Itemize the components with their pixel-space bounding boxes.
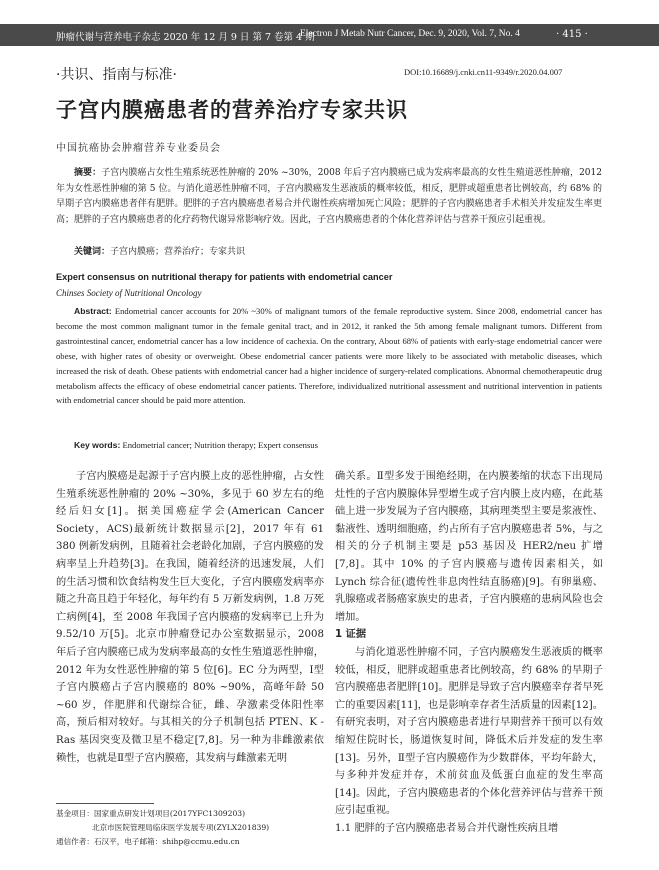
english-author: Chinses Society of Nutritional Oncology bbox=[56, 288, 202, 298]
footnote bbox=[56, 807, 324, 849]
contact-line: 通信作者：石汉平，电子邮箱：shihp@ccmu.edu.cn bbox=[56, 837, 240, 846]
body-paragraph: 与消化道恶性肿瘤不同，子宫内膜癌发生恶液质的概率较低，相反，肥胖或超重患者比例较高，约 68% 的早期子宫内膜癌患者肥胖[10]。肥胖是导致子宫内膜癌幸存者早死亡的重要因素[11]，也是影响幸存者生活质量的因素[12]。有研究表明，对子宫内膜癌患者进行早期营养干预可以有效缩短住院时长，肠道恢复时间，降低术后并发症的发生率[13]。另外，Ⅱ型子宫内膜癌作为少数群体，平均年龄大，与多种并发症并存，术前贫血及低蛋白血症的发生率高[14]。因此，子宫内膜癌患者的个体化营养评估与营养干预应引起重视。 bbox=[335, 646, 603, 817]
abstract-en-text: Endometrial cancer accounts for 20% ~30% of malignant tumors of the female reproductive system. Since 2008, endometrial cancer has become the most common malignant tumor in the female genital tract, and in 2012, it ranked the 5th among female malignant tumors. Different from gastrointestinal cancer, endometrial cancer has a low incidence of cachexia. On the contrary, About 68% of patients with early-stage endometrial cancer were obese, with higher rates of obesity or overweight. Obese endometrial cancer patients were more likely to be associated with metabolic diseases, which increased the risk of death. Obese patients with endometrial cancer had a higher incidence of surgery-related complications. Abnormal chemotherapeutic drug metabolism affects the efficacy of obese endometrial cancer patients. Therefore, individualized nutritional assessment and nutritional intervention in patients with endometrial cancer should be paid more attention. bbox=[56, 306, 602, 406]
keywords-en-text: Endometrial cancer; Nutrition therapy; Expert consensus bbox=[122, 440, 318, 450]
abstract-cn-text: 子宫内膜癌占女性生殖系统恶性肿瘤的 20% ~30%，2008 年后子宫内膜癌已成为发病率最高的女性生殖道恶性肿瘤，2012 年为女性恶性肿瘤的第 5 位。与消化道恶性肿瘤不同，子宫内膜癌发生恶液质的概率较低，相反，肥胖或超重患者比例较高，约 68% 的早期子宫内膜癌患者伴有肥胖。肥胖的子宫内膜癌患者易合并代谢性疾病增加死亡风险；肥胖的子宫内膜癌患者手术相关并发症发生率更高；肥胖的子宫内膜癌患者的化疗药物代谢异常影响疗效。因此，子宫内膜癌患者的个体化营养评估与营养干预应引起重视。 bbox=[56, 168, 602, 225]
keywords-en-label: Key words: bbox=[74, 440, 121, 450]
fund-line: 基金项目：国家重点研发计划项目(2017YFC1309203) bbox=[56, 809, 246, 818]
abstract-en-label: Abstract: bbox=[74, 306, 112, 316]
abstract-en bbox=[56, 304, 602, 408]
page-number: · 415 · bbox=[556, 29, 588, 40]
journal-name-cn: 肿瘤代谢与营养电子杂志 2020 年 12 月 9 日 第 7 卷第 4 期 bbox=[56, 32, 315, 43]
abstract-cn-label: 摘要： bbox=[74, 168, 102, 178]
article-author: 中国抗癌协会肿瘤营养专业委员会 bbox=[56, 143, 221, 154]
section-heading: 1 证据 bbox=[335, 629, 367, 641]
keywords-cn-text: 子宫内膜癌；营养治疗；专家共识 bbox=[110, 247, 246, 257]
column-tag: ·共识、指南与标准· bbox=[56, 67, 177, 83]
body-column-right bbox=[335, 468, 603, 837]
fund-line-2: 北京市医院管理局临床医学发展专项(ZYLX201839) bbox=[92, 823, 270, 832]
keywords-cn-label: 关键词： bbox=[74, 247, 111, 257]
journal-header-bar bbox=[0, 24, 659, 46]
keywords-en bbox=[74, 440, 318, 450]
body-column-left bbox=[56, 468, 324, 767]
body-paragraph: 确关系。Ⅱ型多发于围绝经期，在内膜萎缩的状态下出现局灶性的子宫内膜腺体异型增生或子宫内膜上皮内癌，在此基础上进一步发展为子宫内膜癌，其病理类型主要是浆液性、黏液性、透明细胞癌，约占所有子宫内膜癌患者 5%，与之相关的分子机制主要是 p53 基因及 HER2/neu 扩增[7,8]。其中 10% 的子宫内膜癌与遗传因素相关，如 Lynch 综合征(遗传性非息肉性结直肠癌)[9]。有卵巢癌、乳腺癌或者肠癌家族史的患者，子宫内膜癌的患病风险也会增加。 bbox=[335, 471, 603, 623]
journal-name-en: Electron J Metab Nutr Cancer, Dec. 9, 2020, Vol. 7, No. 4 bbox=[300, 29, 520, 39]
doi: DOI:10.16689/j.cnki.cn11-9349/r.2020.04.007 bbox=[404, 67, 563, 77]
subsection-heading: 1.1 肥胖的子宫内膜癌患者易合并代谢性疾病且增 bbox=[335, 822, 559, 834]
abstract-cn bbox=[56, 166, 602, 228]
english-title: Expert consensus on nutritional therapy for patients with endometrial cancer bbox=[56, 272, 393, 282]
footnote-rule bbox=[56, 803, 154, 804]
body-paragraph: 子宫内膜癌是起源于子宫内膜上皮的恶性肿瘤，占女性生殖系统恶性肿瘤的 20% ~30%，多见于 60 岁左右的绝经后妇女[1]。据美国癌症学会(American Cancer Society，ACS)最新统计数据显示[2]，2017 年有 61 380 例新发病例，且随着社会老龄化加剧，子宫内膜癌的发病率呈上升趋势[3]。在我国，随着经济的迅速发展，人们的生活习惯和饮食结构发生巨大变化，子宫内膜癌发病率亦随之升高且趋于年轻化，每年约有 5 万新发病例，1.8 万死亡病例[4]，至 2008 年我国子宫内膜癌的发病率已上升为 9.52/10 万[5]。北京市肿瘤登记办公室数据显示，2008 年后子宫内膜癌已成为发病率最高的女性生殖道恶性肿瘤，2012 年为女性恶性肿瘤的第 5 位[6]。EC 分为两型，Ⅰ型子宫内膜癌占子宫内膜癌的 80% ~90%，高峰年龄 50 ~60 岁，伴肥胖和代谢综合征，雌、孕激素受体阳性率高，预后相对较好。与其相关的分子机制包括 PTEN、K - Ras 基因突变及微卫星不稳定[7,8]。另一种为非雌激素依赖性，也就是Ⅱ型子宫内膜癌，其发病与雌激素无明 bbox=[56, 471, 324, 764]
article-title: 子宫内膜癌患者的营养治疗专家共识 bbox=[56, 98, 408, 122]
keywords-cn bbox=[74, 244, 245, 257]
